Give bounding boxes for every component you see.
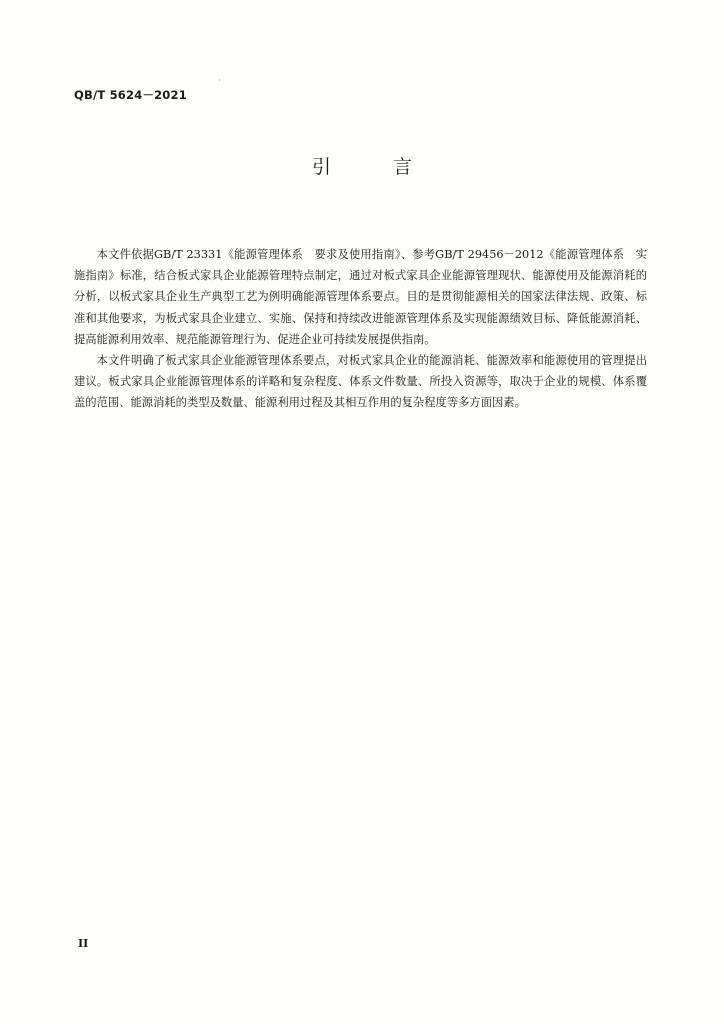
paragraph: 本文件明确了板式家具企业能源管理体系要点，对板式家具企业的能源消耗、能源效率和能源使用的管理提出建议。板式家具企业能源管理体系的详略和复杂程度、体系文件数量、所投入资源等，取决于企业的规模、体系覆盖的范围、能源消耗的类型及数量、能源利用过程及其相互作用的复杂程度等多方面因素。 [74, 354, 647, 410]
section-title: 引 言 [311, 156, 441, 178]
paragraph: 本文件依据GB/T 23331《能源管理体系 要求及使用指南》、参考GB/T 29456－2012《能源管理体系 实施指南》标准，结合板式家具企业能源管理特点制定，通过对板式家具企业能源管理现状、能源使用及能源消耗的分析，以板式家具企业生产典型工艺为例明确能源管理体系要点。目的是贯彻能源相关的国家法律法规、政策、标准和其他要求，为板式家具企业建立、实施、保持和持续改进能源管理体系及实现能源绩效目标、降低能源消耗、提高能源利用效率、规范能源管理行为、促进企业可持续发展提供指南。 [74, 248, 647, 346]
body-text [74, 244, 647, 414]
standard-code: QB/T 5624－2021 [74, 88, 187, 102]
scan-speck [219, 79, 220, 81]
page-number: II [78, 937, 89, 950]
